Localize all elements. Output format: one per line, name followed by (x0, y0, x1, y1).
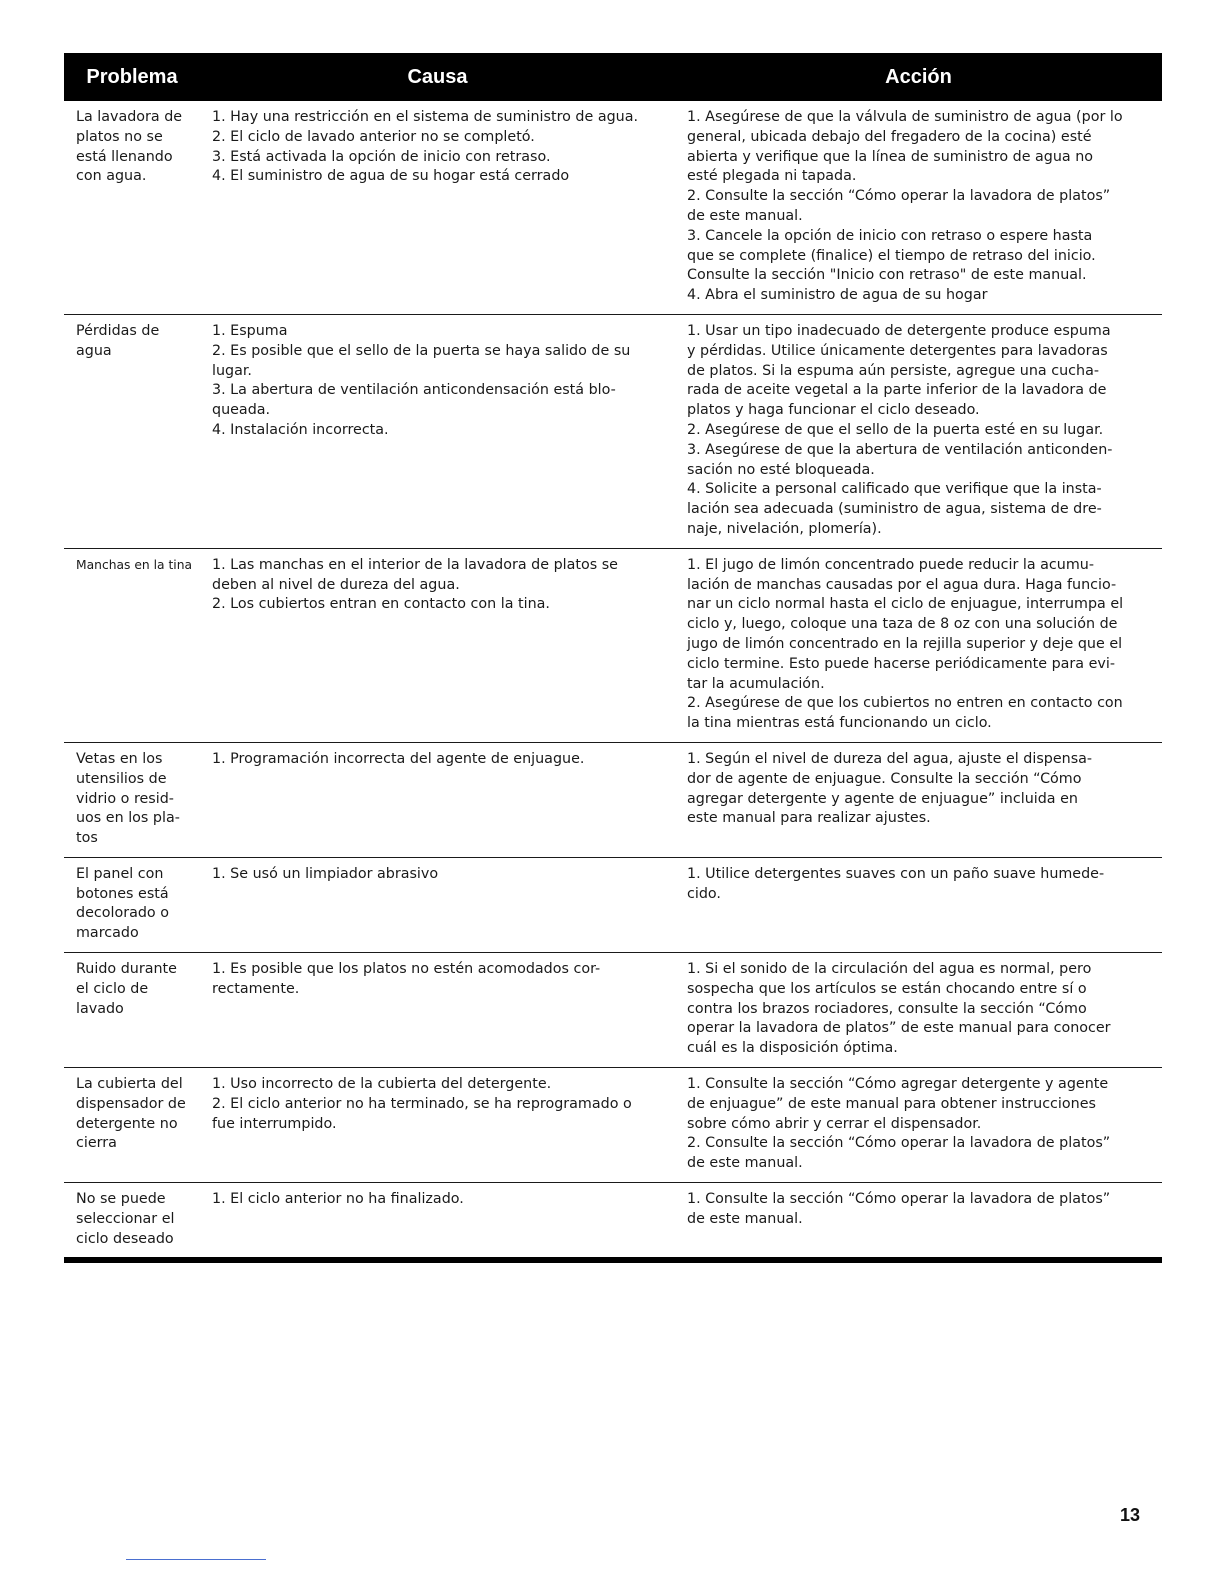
action-text-line: sospecha que los artículos se están chocando entre sí o (687, 980, 1087, 997)
troubleshooting-table-container (64, 53, 1162, 1263)
action-cell (675, 548, 1162, 742)
problem-text-line: dispensador de (76, 1095, 186, 1112)
action-cell (675, 1068, 1162, 1183)
action-cell (675, 857, 1162, 952)
action-text-line: 1. Consulte la sección “Cómo agregar detergente y agente (687, 1076, 1109, 1093)
action-text-line: sobre cómo abrir y cerrar el dispensador. (687, 1115, 982, 1132)
cause-text-line: 3. Está activada la opción de inicio con retraso. (212, 148, 551, 165)
table-row (64, 857, 1162, 952)
cause-text-line: 1. El ciclo anterior no ha finalizado. (212, 1191, 464, 1208)
action-text-line: general, ubicada debajo del fregadero de la cocina) esté (687, 128, 1092, 145)
action-text-line: 1. Según el nivel de dureza del agua, ajuste el dispensa- (687, 750, 1093, 767)
problem-text-line: ciclo deseado (76, 1230, 174, 1247)
action-text-line: 1. Consulte la sección “Cómo operar la lavadora de platos” (687, 1191, 1111, 1208)
problem-text-line: detergente no (76, 1115, 178, 1132)
cause-text-line: 1. Espuma (212, 322, 288, 339)
action-text-line: contra los brazos rociadores, consulte la sección “Cómo (687, 1000, 1087, 1017)
cause-text-line: lugar. (212, 362, 252, 379)
table-row (64, 953, 1162, 1068)
problem-text-line: utensilios de (76, 770, 167, 787)
problem-cell (64, 101, 200, 314)
action-text-line: agregar detergente y agente de enjuague” incluida en (687, 790, 1078, 807)
cause-text-line: 1. Es posible que los platos no estén acomodados cor- (212, 961, 601, 978)
action-text-line: 4. Solicite a personal calificado que verifique que la insta- (687, 481, 1102, 498)
action-cell (675, 742, 1162, 857)
problem-text-line: cierra (76, 1135, 117, 1152)
problem-cell (64, 742, 200, 857)
action-text-line: de platos. Si la espuma aún persiste, agregue una cucha- (687, 362, 1099, 379)
header-action: Acción (675, 53, 1162, 101)
problem-text-line: Ruido durante (76, 961, 177, 978)
action-text-line: 1. Utilice detergentes suaves con un paño suave humede- (687, 865, 1105, 882)
problem-text-line: Vetas en los (76, 750, 163, 767)
action-text-line: esté plegada ni tapada. (687, 168, 857, 185)
action-text-line: jugo de limón concentrado en la rejilla superior y deje que el (687, 635, 1123, 652)
cause-cell (200, 1183, 675, 1258)
problem-cell (64, 1068, 200, 1183)
problem-text-line: vidrio o resid- (76, 790, 174, 807)
problem-text-line: el ciclo de (76, 980, 149, 997)
cause-text-line: 2. El ciclo de lavado anterior no se completó. (212, 128, 535, 145)
action-text-line: naje, nivelación, plomería). (687, 520, 882, 537)
problem-cell (64, 548, 200, 742)
cause-text-line: 1. Se usó un limpiador abrasivo (212, 865, 439, 882)
table-row (64, 1183, 1162, 1258)
table-bottom-rule (64, 1257, 1162, 1263)
cause-cell (200, 857, 675, 952)
action-cell (675, 1183, 1162, 1258)
problem-text-line: No se puede (76, 1191, 166, 1208)
action-text-line: platos y haga funcionar el ciclo deseado. (687, 402, 980, 419)
action-text-line: 3. Asegúrese de que la abertura de ventilación anticonden- (687, 441, 1113, 458)
page-number: 13 (1120, 1505, 1141, 1525)
action-text-line: sación no esté bloqueada. (687, 461, 875, 478)
action-text-line: este manual para realizar ajustes. (687, 810, 931, 827)
cause-cell (200, 548, 675, 742)
problem-cell (64, 314, 200, 548)
cause-text-line: 4. El suministro de agua de su hogar está cerrado (212, 168, 570, 185)
problem-text-line: La lavadora de (76, 109, 183, 125)
troubleshooting-table (64, 53, 1162, 1257)
cause-text-line: rectamente. (212, 980, 300, 997)
problem-cell (64, 857, 200, 952)
action-text-line: 1. Si el sonido de la circulación del agua es normal, pero (687, 961, 1092, 978)
table-row (64, 314, 1162, 548)
cause-cell (200, 101, 675, 314)
cause-text-line: 1. Hay una restricción en el sistema de suministro de agua. (212, 109, 639, 125)
action-cell (675, 101, 1162, 314)
action-text-line: lación de manchas causadas por el agua dura. Haga funcio- (687, 576, 1117, 593)
cause-text-line: queada. (212, 402, 271, 419)
cause-text-line: 2. El ciclo anterior no ha terminado, se ha reprogramado o (212, 1095, 632, 1112)
problem-text-line: uos en los pla- (76, 810, 180, 827)
problem-text-line: decolorado o (76, 905, 169, 922)
action-text-line: 2. Asegúrese de que los cubiertos no entren en contacto con (687, 695, 1123, 712)
action-text-line: 3. Cancele la opción de inicio con retraso o espere hasta (687, 227, 1093, 244)
cause-cell (200, 1068, 675, 1183)
cause-text-line: 2. Los cubiertos entran en contacto con la tina. (212, 596, 550, 613)
cause-text-line: 4. Instalación incorrecta. (212, 421, 389, 438)
cause-text-line: deben al nivel de dureza del agua. (212, 576, 460, 593)
cause-text-line: 1. Uso incorrecto de la cubierta del detergente. (212, 1076, 552, 1093)
cause-text-line: 1. Las manchas en el interior de la lavadora de platos se (212, 556, 618, 573)
problem-text-line: botones está (76, 885, 169, 902)
action-text-line: dor de agente de enjuague. Consulte la sección “Cómo (687, 770, 1082, 787)
action-text-line: 1. Usar un tipo inadecuado de detergente produce espuma (687, 322, 1111, 339)
action-text-line: de este manual. (687, 1155, 803, 1172)
action-text-line: de este manual. (687, 1210, 803, 1227)
action-text-line: 2. Consulte la sección “Cómo operar la lavadora de platos” (687, 188, 1111, 205)
action-text-line: abierta y verifique que la línea de suministro de agua no (687, 148, 1094, 165)
action-text-line: cuál es la disposición óptima. (687, 1040, 898, 1057)
action-text-line: rada de aceite vegetal a la parte inferior de la lavadora de (687, 382, 1107, 399)
problem-text-line: marcado (76, 925, 139, 942)
problem-text-line: está llenando (76, 148, 173, 165)
problem-text-line: agua (76, 342, 112, 359)
action-cell (675, 314, 1162, 548)
cause-cell (200, 742, 675, 857)
action-text-line: tar la acumulación. (687, 675, 825, 692)
action-text-line: 4. Abra el suministro de agua de su hogar (687, 287, 988, 304)
table-row (64, 548, 1162, 742)
problem-text-line: platos no se (76, 128, 163, 145)
table-row (64, 742, 1162, 857)
action-text-line: la tina mientras está funcionando un ciclo. (687, 715, 992, 732)
problem-text-line: con agua. (76, 168, 147, 185)
cause-text-line: fue interrumpido. (212, 1115, 337, 1132)
problem-text-line: La cubierta del (76, 1076, 183, 1093)
action-text-line: Consulte la sección "Inicio con retraso" de este manual. (687, 267, 1087, 284)
action-text-line: operar la lavadora de platos” de este manual para conocer (687, 1020, 1111, 1037)
footer-link-underline (126, 1559, 266, 1560)
action-text-line: 1. Asegúrese de que la válvula de suministro de agua (por lo (687, 109, 1123, 125)
action-cell (675, 953, 1162, 1068)
problem-cell (64, 1183, 200, 1258)
action-text-line: de enjuague” de este manual para obtener instrucciones (687, 1095, 1096, 1112)
action-text-line: 1. El jugo de limón concentrado puede reducir la acumu- (687, 556, 1094, 573)
action-text-line: lación sea adecuada (suministro de agua, sistema de dre- (687, 501, 1102, 518)
cause-cell (200, 314, 675, 548)
table-header (64, 53, 1162, 101)
action-text-line: que se complete (finalice) el tiempo de retraso del inicio. (687, 247, 1096, 264)
action-text-line: de este manual. (687, 207, 803, 224)
problem-text-line: Pérdidas de (76, 322, 160, 339)
action-text-line: 2. Asegúrese de que el sello de la puerta esté en su lugar. (687, 421, 1104, 438)
action-text-line: cido. (687, 885, 721, 902)
problem-cell (64, 953, 200, 1068)
problem-text-line: Manchas en la tina (76, 557, 193, 572)
action-text-line: ciclo termine. Esto puede hacerse periódicamente para evi- (687, 655, 1115, 672)
table-body (64, 101, 1162, 1257)
action-text-line: nar un ciclo normal hasta el ciclo de enjuague, interrumpa el (687, 596, 1124, 613)
table-row (64, 101, 1162, 314)
cause-cell (200, 953, 675, 1068)
problem-text-line: lavado (76, 1000, 124, 1017)
action-text-line: ciclo y, luego, coloque una taza de 8 oz con una solución de (687, 616, 1118, 633)
action-text-line: 2. Consulte la sección “Cómo operar la lavadora de platos” (687, 1135, 1111, 1152)
problem-text-line: tos (76, 830, 98, 847)
table-row (64, 1068, 1162, 1183)
action-text-line: y pérdidas. Utilice únicamente detergentes para lavadoras (687, 342, 1108, 359)
cause-text-line: 2. Es posible que el sello de la puerta se haya salido de su (212, 342, 631, 359)
cause-text-line: 3. La abertura de ventilación anticondensación está blo- (212, 382, 616, 399)
header-cause: Causa (200, 53, 675, 101)
header-problem: Problema (64, 53, 200, 101)
cause-text-line: 1. Programación incorrecta del agente de enjuague. (212, 750, 585, 767)
problem-text-line: El panel con (76, 865, 164, 882)
problem-text-line: seleccionar el (76, 1210, 175, 1227)
